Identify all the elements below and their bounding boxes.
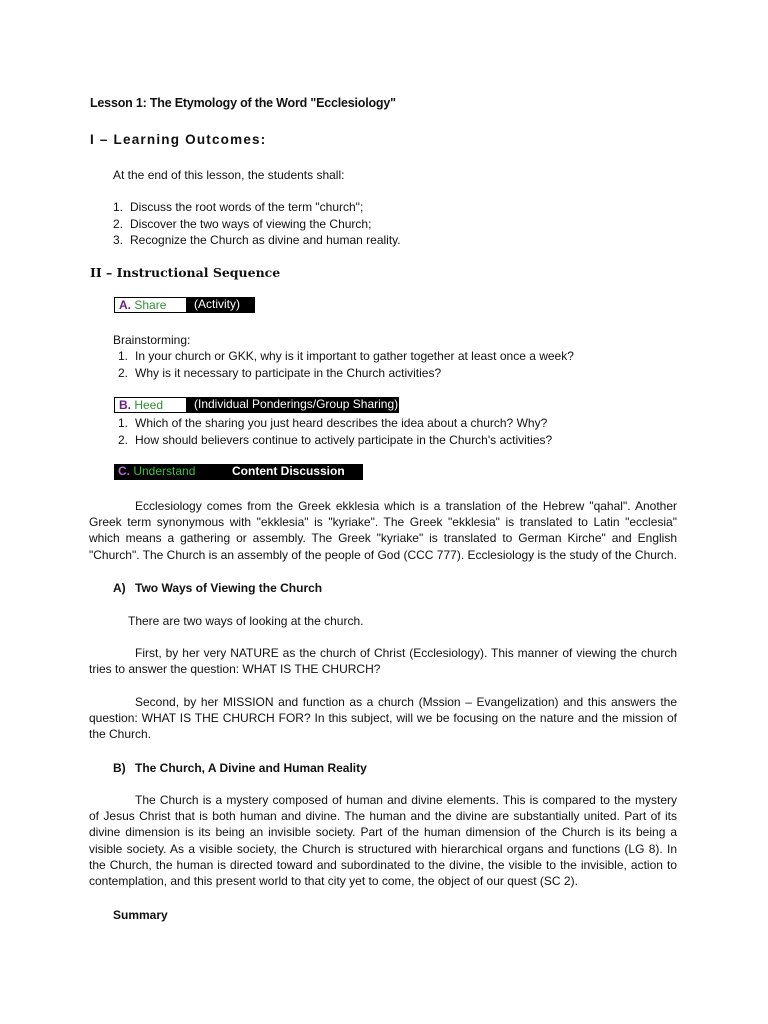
- learning-outcomes-heading: I – Learning Outcomes:: [90, 132, 267, 147]
- heed-activity-label: (Individual Ponderings/Group Sharing): [186, 397, 399, 413]
- list-item: 2. Why is it necessary to participate in the Church activities?: [118, 365, 442, 380]
- share-label-bar: [114, 297, 255, 313]
- paragraph: The Church is a mystery composed of human and divine elements. This is compared to the mystery of Jesus Christ that is both human and divine. The human and the divine are substantially united. Part of its divine dimension is its being an invisible society. Part of the human dimension of the Church is its being a visible society. As a visible society, the Church is structured with hierarchical organs and functions (LG 8). In the Church, the human is directed toward and subordinated to the divine, the visible to the invisible, action to contemplation, and this present world to that city yet to come, the object of our quest (SC 2).: [89, 793, 677, 889]
- list-item: 2. How should believers continue to actively participate in the Church's activities?: [118, 432, 553, 447]
- lesson-title: Lesson 1: The Etymology of the Word "Ecclesiology": [90, 96, 396, 110]
- heed-list: [118, 415, 552, 448]
- paragraph: There are two ways of looking at the church.: [128, 614, 364, 628]
- understand-label-bar: [114, 464, 363, 480]
- paragraph: Ecclesiology comes from the Greek ekklesia which is a translation of the Hebrew "qahal". Another Greek term synonymous with "ekklesia" is "kyriake". The Greek "ekklesia" is translated to Latin "ecclesia" which means a gathering or assembly. The Greek "kyriake" is translated to German Kirche" and English "Church". The Church is an assembly of the people of God (CCC 777). Ecclesiology is the study of the Church.: [89, 499, 677, 562]
- share-activity-label: (Activity): [186, 297, 255, 313]
- list-item: 1. Discuss the root words of the term "church";: [113, 200, 364, 214]
- subheading-divine-human: B) The Church, A Divine and Human Reality: [113, 761, 367, 775]
- instructional-sequence-heading: II – Instructional Sequence: [90, 265, 281, 280]
- heed-label-box: B. Heed: [114, 397, 186, 413]
- brainstorming-label: Brainstorming:: [113, 333, 191, 347]
- share-label-box: A. Share: [114, 297, 186, 313]
- paragraph: First, by her very NATURE as the church of Christ (Ecclesiology). This manner of viewing the church tries to answer the question: WHAT IS THE CHURCH?: [89, 646, 677, 677]
- summary-heading: Summary: [113, 908, 168, 922]
- list-item: 1. In your church or GKK, why is it important to gather together at least once a week?: [118, 349, 574, 363]
- outcomes-list: [113, 199, 401, 249]
- list-item: 2. Discover the two ways of viewing the Church;: [113, 216, 372, 231]
- content-discussion-label: Content Discussion: [224, 464, 363, 480]
- list-item: 3. Recognize the Church as divine and human reality.: [113, 233, 401, 247]
- understand-label-box: C. Understand: [114, 464, 224, 480]
- brainstorming-list: [118, 348, 574, 381]
- heed-label-bar: [114, 397, 399, 413]
- subheading-two-ways: A) Two Ways of Viewing the Church: [113, 581, 323, 595]
- outcomes-intro: At the end of this lesson, the students shall:: [113, 168, 345, 182]
- paragraph: Second, by her MISSION and function as a church (Mssion – Evangelization) and this answers the question: WHAT IS THE CHURCH FOR? In this subject, will we be focusing on the nature and the mission of the Church.: [89, 695, 677, 742]
- list-item: 1. Which of the sharing you just heard describes the idea about a church? Why?: [118, 416, 548, 430]
